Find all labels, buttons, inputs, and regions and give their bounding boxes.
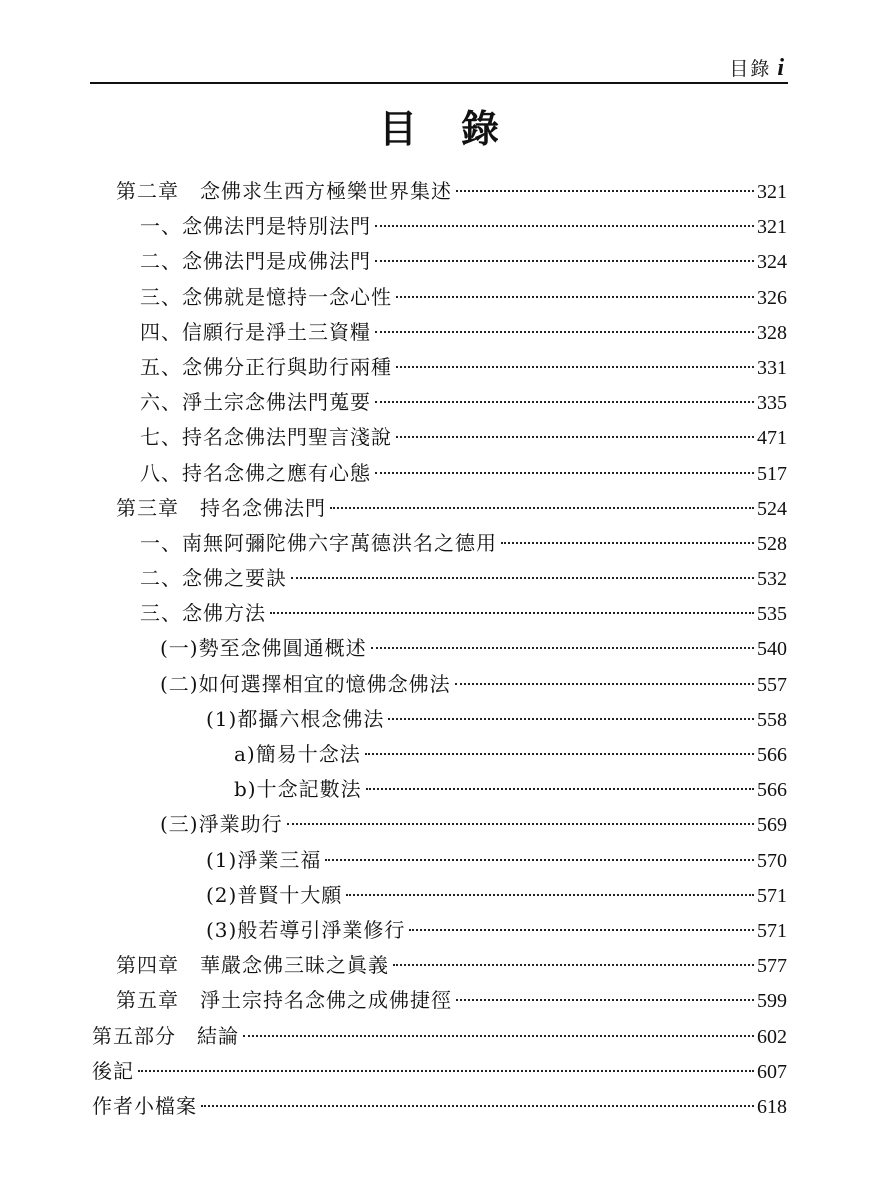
toc-entry[interactable] bbox=[0, 526, 878, 561]
toc-entry-page-number: 599 bbox=[757, 990, 787, 1013]
dot-leader bbox=[287, 823, 754, 825]
toc-entry-page-number: 321 bbox=[757, 216, 787, 239]
toc-entry-page-number: 535 bbox=[757, 603, 787, 626]
dot-leader bbox=[270, 612, 754, 614]
toc-entry[interactable] bbox=[0, 1089, 878, 1124]
toc-entry-page-number: 557 bbox=[757, 673, 787, 696]
toc-entry[interactable] bbox=[0, 209, 878, 244]
toc-entry[interactable] bbox=[0, 596, 878, 631]
dot-leader bbox=[375, 225, 754, 227]
page-title: 目錄 bbox=[378, 106, 543, 151]
toc-entry[interactable] bbox=[0, 737, 878, 772]
toc-entry-page-number: 607 bbox=[757, 1060, 787, 1083]
dot-leader bbox=[455, 683, 754, 685]
toc-entry-page-number: 558 bbox=[757, 708, 787, 731]
toc-entry-title: b)十念記數法 bbox=[234, 777, 362, 802]
toc-entry-title: (2)普賢十大願 bbox=[206, 882, 343, 907]
header-rule bbox=[90, 82, 788, 84]
dot-leader bbox=[346, 894, 754, 896]
toc-entry-title: (1)都攝六根念佛法 bbox=[206, 706, 385, 731]
toc-entry-title: 後記 bbox=[92, 1058, 134, 1083]
toc-entry[interactable] bbox=[0, 561, 878, 596]
toc-entry-page-number: 524 bbox=[757, 497, 787, 520]
dot-leader bbox=[330, 507, 754, 509]
dot-leader bbox=[375, 472, 754, 474]
toc-entry-title: a)簡易十念法 bbox=[234, 742, 361, 766]
toc-entry[interactable] bbox=[0, 350, 878, 385]
dot-leader bbox=[409, 929, 754, 931]
toc-entry-page-number: 471 bbox=[757, 427, 787, 450]
toc-entry-title: 三、念佛就是憶持一念心性 bbox=[140, 284, 392, 309]
dot-leader bbox=[456, 190, 754, 192]
dot-leader bbox=[291, 577, 754, 579]
toc-entry-title: 第四章 華嚴念佛三昧之眞義 bbox=[116, 953, 389, 978]
toc-entry-title: 作者小檔案 bbox=[92, 1093, 197, 1118]
toc-entry-page-number: 618 bbox=[757, 1095, 787, 1118]
toc-entry-title: (三)淨業助行 bbox=[160, 812, 283, 837]
dot-leader bbox=[365, 753, 754, 755]
toc-entry[interactable] bbox=[0, 174, 878, 209]
toc-entry[interactable] bbox=[0, 772, 878, 807]
toc-entry[interactable] bbox=[0, 702, 878, 737]
toc-entry-title: 二、念佛之要訣 bbox=[140, 566, 287, 591]
toc-entry-title: 二、念佛法門是成佛法門 bbox=[140, 249, 371, 274]
running-header bbox=[729, 54, 786, 82]
toc-entry-title: (一)勢至念佛圓通概述 bbox=[160, 636, 367, 661]
toc-entry-page-number: 570 bbox=[757, 849, 787, 872]
toc-entry[interactable] bbox=[0, 1054, 878, 1089]
toc-entry[interactable] bbox=[0, 667, 878, 702]
toc-entry[interactable] bbox=[0, 948, 878, 983]
running-header-title: 目錄 bbox=[729, 58, 772, 80]
toc-entry-title: (3)般若導引淨業修行 bbox=[206, 917, 406, 942]
dot-leader bbox=[375, 401, 754, 403]
toc-entry-page-number: 321 bbox=[757, 181, 787, 203]
dot-leader bbox=[366, 788, 754, 790]
toc-entry-page-number: 324 bbox=[757, 251, 787, 274]
toc-entry[interactable] bbox=[0, 244, 878, 279]
toc-entry-title: 第五部分 結論 bbox=[92, 1023, 239, 1048]
toc-entry[interactable] bbox=[0, 1019, 878, 1054]
toc-entry-title: 七、持名念佛法門聖言淺說 bbox=[140, 425, 392, 450]
table-of-contents bbox=[0, 174, 878, 1124]
dot-leader bbox=[243, 1035, 754, 1037]
dot-leader bbox=[371, 647, 754, 649]
dot-leader bbox=[501, 542, 754, 544]
toc-entry-page-number: 335 bbox=[757, 392, 787, 415]
toc-entry-title: 三、念佛方法 bbox=[140, 601, 266, 626]
toc-entry[interactable] bbox=[0, 420, 878, 455]
dot-leader bbox=[396, 436, 754, 438]
toc-entry-title: 八、持名念佛之應有心態 bbox=[140, 460, 371, 485]
toc-entry[interactable] bbox=[0, 878, 878, 913]
toc-entry[interactable] bbox=[0, 983, 878, 1018]
dot-leader bbox=[138, 1070, 754, 1072]
toc-entry-page-number: 328 bbox=[757, 321, 787, 344]
toc-entry-title: 一、南無阿彌陀佛六字萬德洪名之德用 bbox=[140, 530, 497, 555]
dot-leader bbox=[393, 964, 754, 966]
toc-entry-title: 六、淨土宗念佛法門蒐要 bbox=[140, 390, 371, 415]
toc-entry-title: 四、信願行是淨土三資糧 bbox=[140, 319, 371, 344]
toc-entry-page-number: 602 bbox=[757, 1025, 787, 1048]
toc-entry-page-number: 571 bbox=[757, 884, 787, 907]
dot-leader bbox=[325, 859, 754, 861]
toc-entry-title: 第三章 持名念佛法門 bbox=[116, 495, 326, 520]
toc-entry-title: 一、念佛法門是特別法門 bbox=[140, 214, 371, 239]
toc-entry-page-number: 326 bbox=[757, 286, 787, 309]
toc-entry-page-number: 566 bbox=[757, 744, 787, 766]
toc-entry[interactable] bbox=[0, 631, 878, 666]
dot-leader bbox=[201, 1105, 754, 1107]
toc-entry-page-number: 517 bbox=[757, 462, 787, 485]
dot-leader bbox=[396, 366, 754, 368]
toc-entry-page-number: 571 bbox=[757, 919, 787, 942]
toc-entry[interactable] bbox=[0, 913, 878, 948]
dot-leader bbox=[375, 331, 754, 333]
toc-entry[interactable] bbox=[0, 843, 878, 878]
toc-entry-title: 第二章 念佛求生西方極樂世界集述 bbox=[116, 179, 452, 203]
toc-entry[interactable] bbox=[0, 807, 878, 842]
toc-entry-title: 五、念佛分正行與助行兩種 bbox=[140, 354, 392, 379]
toc-entry-page-number: 532 bbox=[757, 568, 787, 591]
toc-entry[interactable] bbox=[0, 491, 878, 526]
dot-leader bbox=[396, 296, 754, 298]
toc-entry-title: (1)淨業三福 bbox=[206, 847, 322, 872]
toc-entry[interactable] bbox=[0, 456, 878, 491]
dot-leader bbox=[456, 999, 754, 1001]
toc-entry-page-number: 540 bbox=[757, 638, 787, 661]
toc-entry-page-number: 566 bbox=[757, 779, 787, 802]
toc-entry-page-number: 528 bbox=[757, 532, 787, 555]
toc-entry-page-number: 577 bbox=[757, 955, 787, 978]
toc-entry-page-number: 569 bbox=[757, 814, 787, 837]
toc-entry[interactable] bbox=[0, 385, 878, 420]
page-number: i bbox=[777, 55, 786, 81]
toc-entry[interactable] bbox=[0, 280, 878, 315]
toc-entry-title: 第五章 淨土宗持名念佛之成佛捷徑 bbox=[116, 988, 452, 1013]
toc-entry[interactable] bbox=[0, 315, 878, 350]
toc-entry-title: (二)如何選擇相宜的憶佛念佛法 bbox=[160, 671, 451, 696]
dot-leader bbox=[375, 260, 754, 262]
toc-entry-page-number: 331 bbox=[757, 356, 787, 379]
dot-leader bbox=[388, 718, 754, 720]
